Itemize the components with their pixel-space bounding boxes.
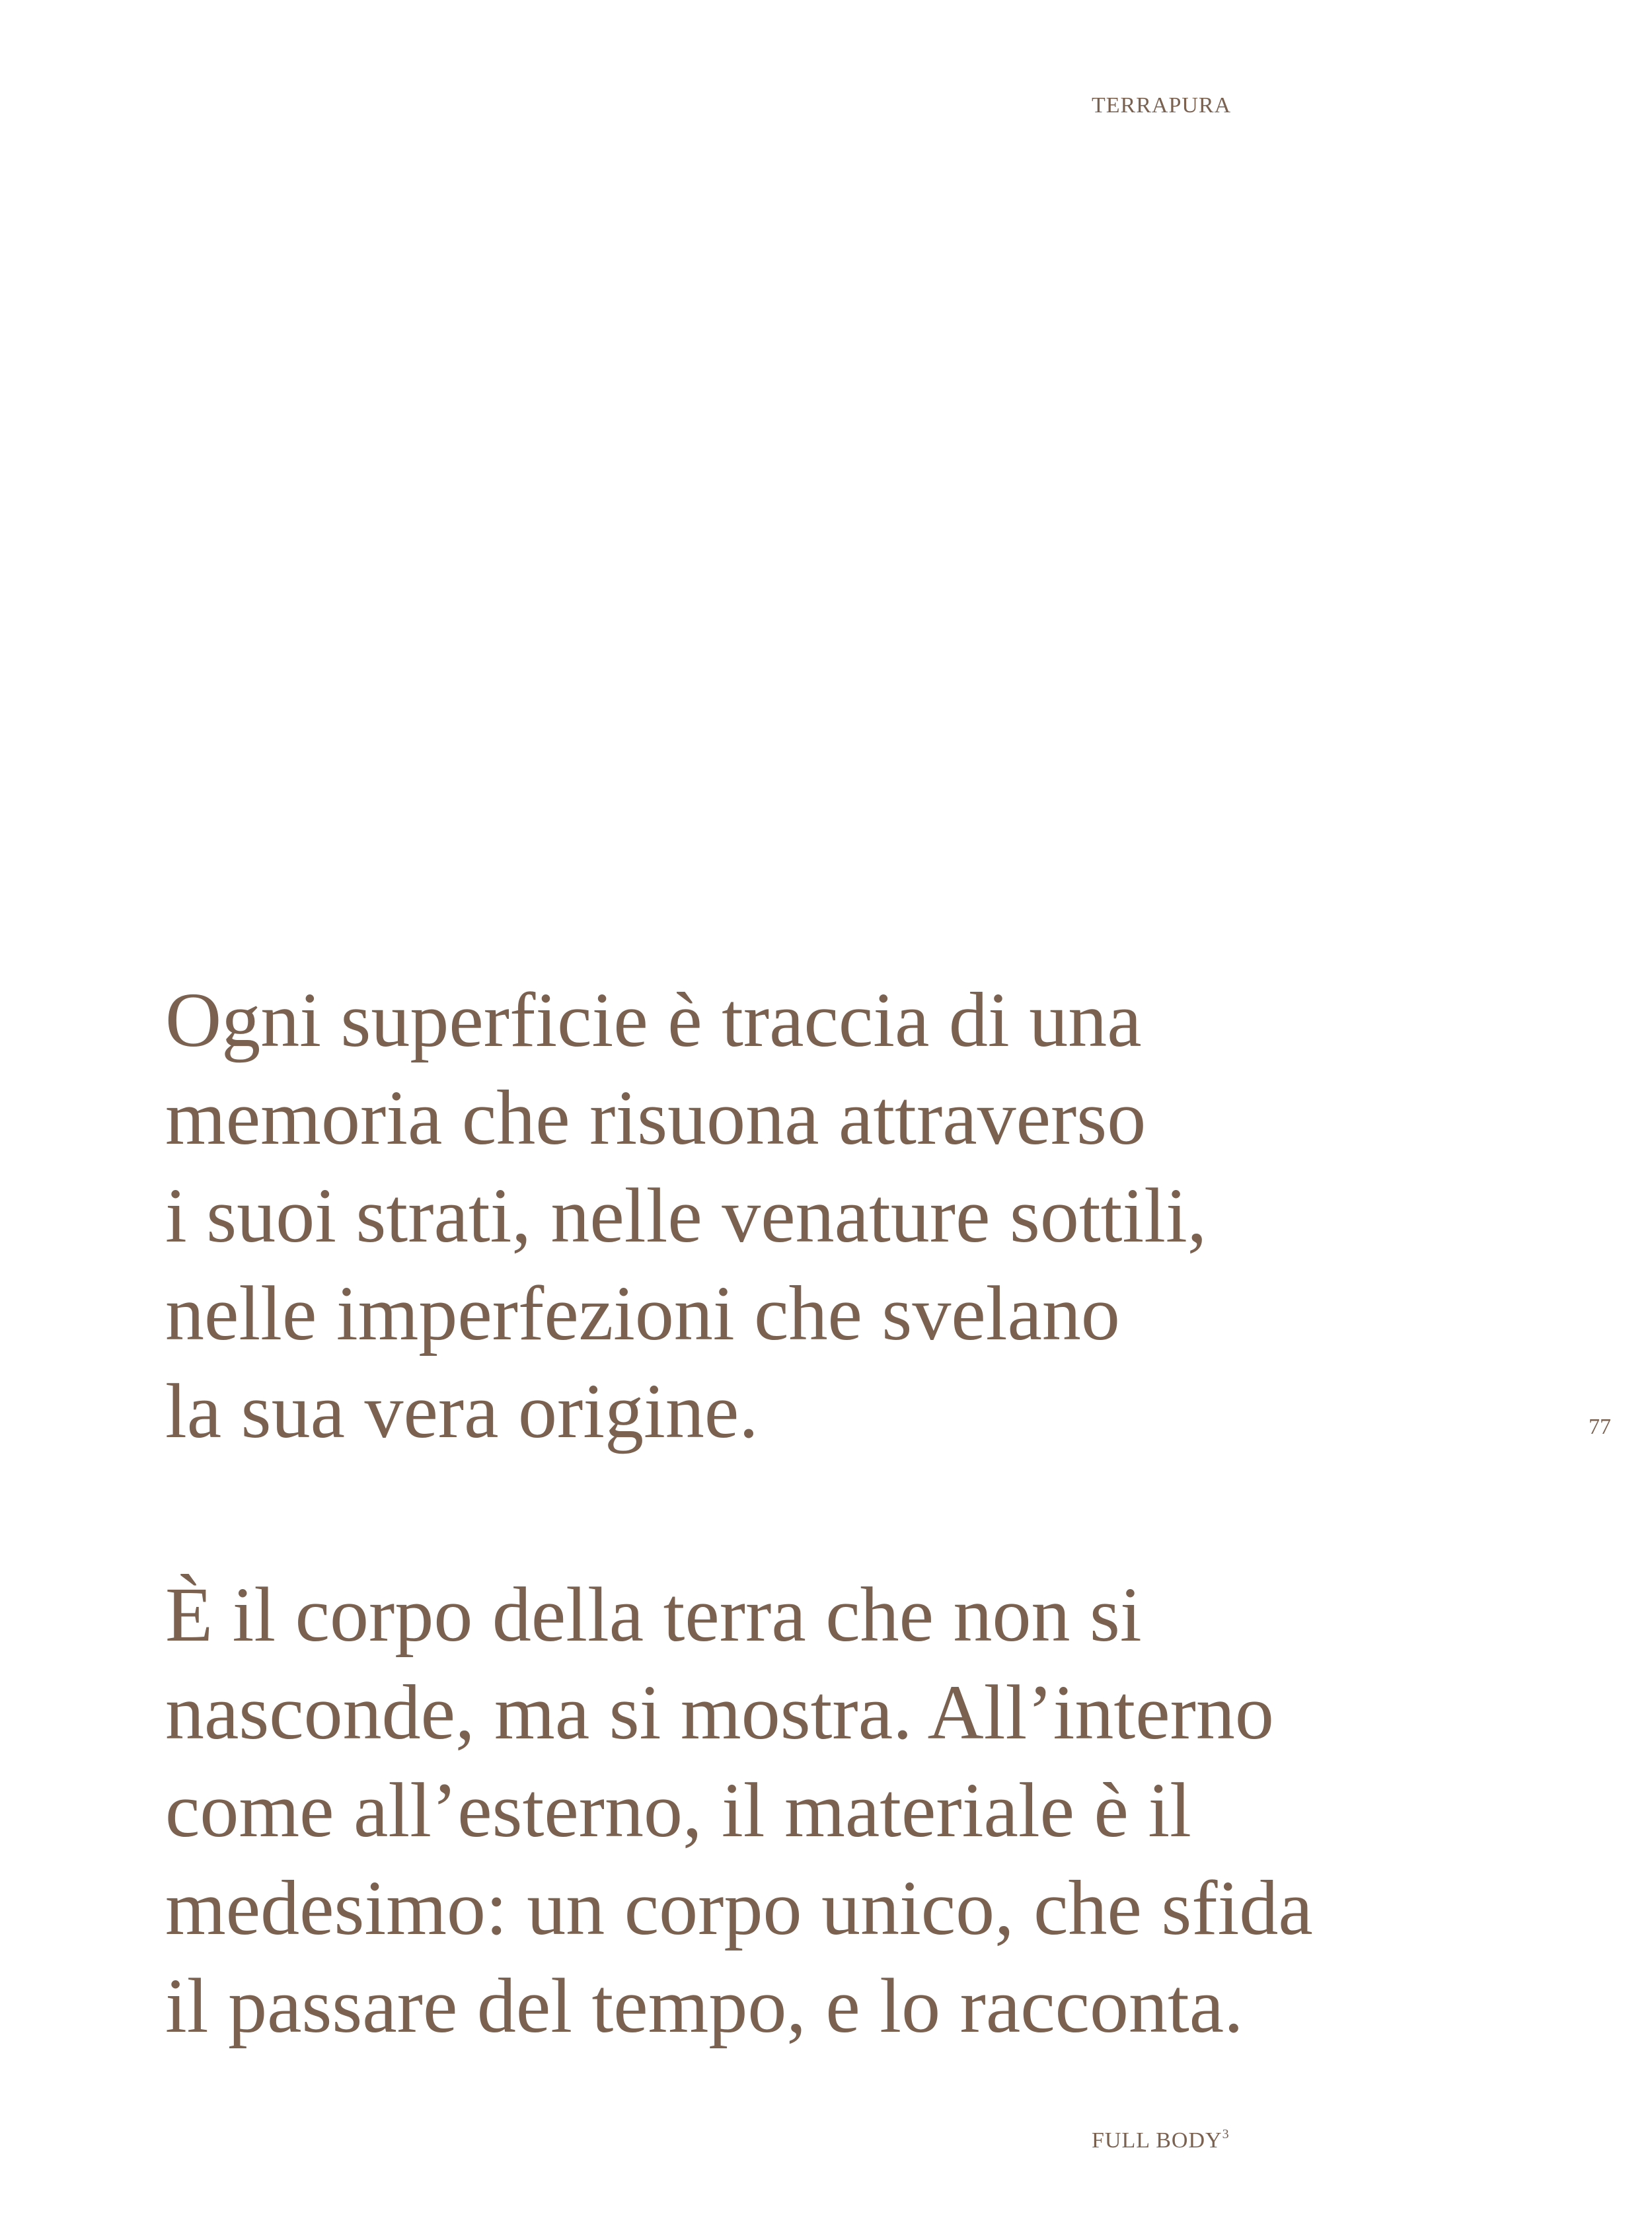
header-brand: TERRAPURA <box>1092 93 1232 118</box>
paragraph-line: i suoi strati, nelle venature sottili, <box>165 1172 1207 1259</box>
footer-product-label: FULL BODY <box>1092 2128 1222 2153</box>
paragraph-line: È il corpo della terra che non si <box>165 1571 1142 1658</box>
paragraph-line: nelle imperfezioni che svelano <box>165 1270 1120 1357</box>
page-number: 77 <box>1589 1415 1611 1439</box>
footer-product-superscript: 3 <box>1222 2127 1229 2141</box>
paragraph-line: la sua vera origine. <box>165 1368 759 1454</box>
paragraph-line: medesimo: un corpo unico, che sfida <box>165 1865 1313 1951</box>
paragraph-2 <box>165 1566 1586 2055</box>
paragraph-line: il passare del tempo, e lo racconta. <box>165 1962 1244 2049</box>
paragraph-line: nasconde, ma si mostra. All’interno <box>165 1669 1274 1756</box>
paragraph-line: come all’esterno, il materiale è il <box>165 1767 1191 1853</box>
paragraph-line: memoria che risuona attraverso <box>165 1074 1146 1161</box>
paragraph-1 <box>165 971 1586 1460</box>
footer-product-name <box>1092 2121 1229 2154</box>
paragraph-line: Ogni superficie è traccia di una <box>165 977 1142 1063</box>
